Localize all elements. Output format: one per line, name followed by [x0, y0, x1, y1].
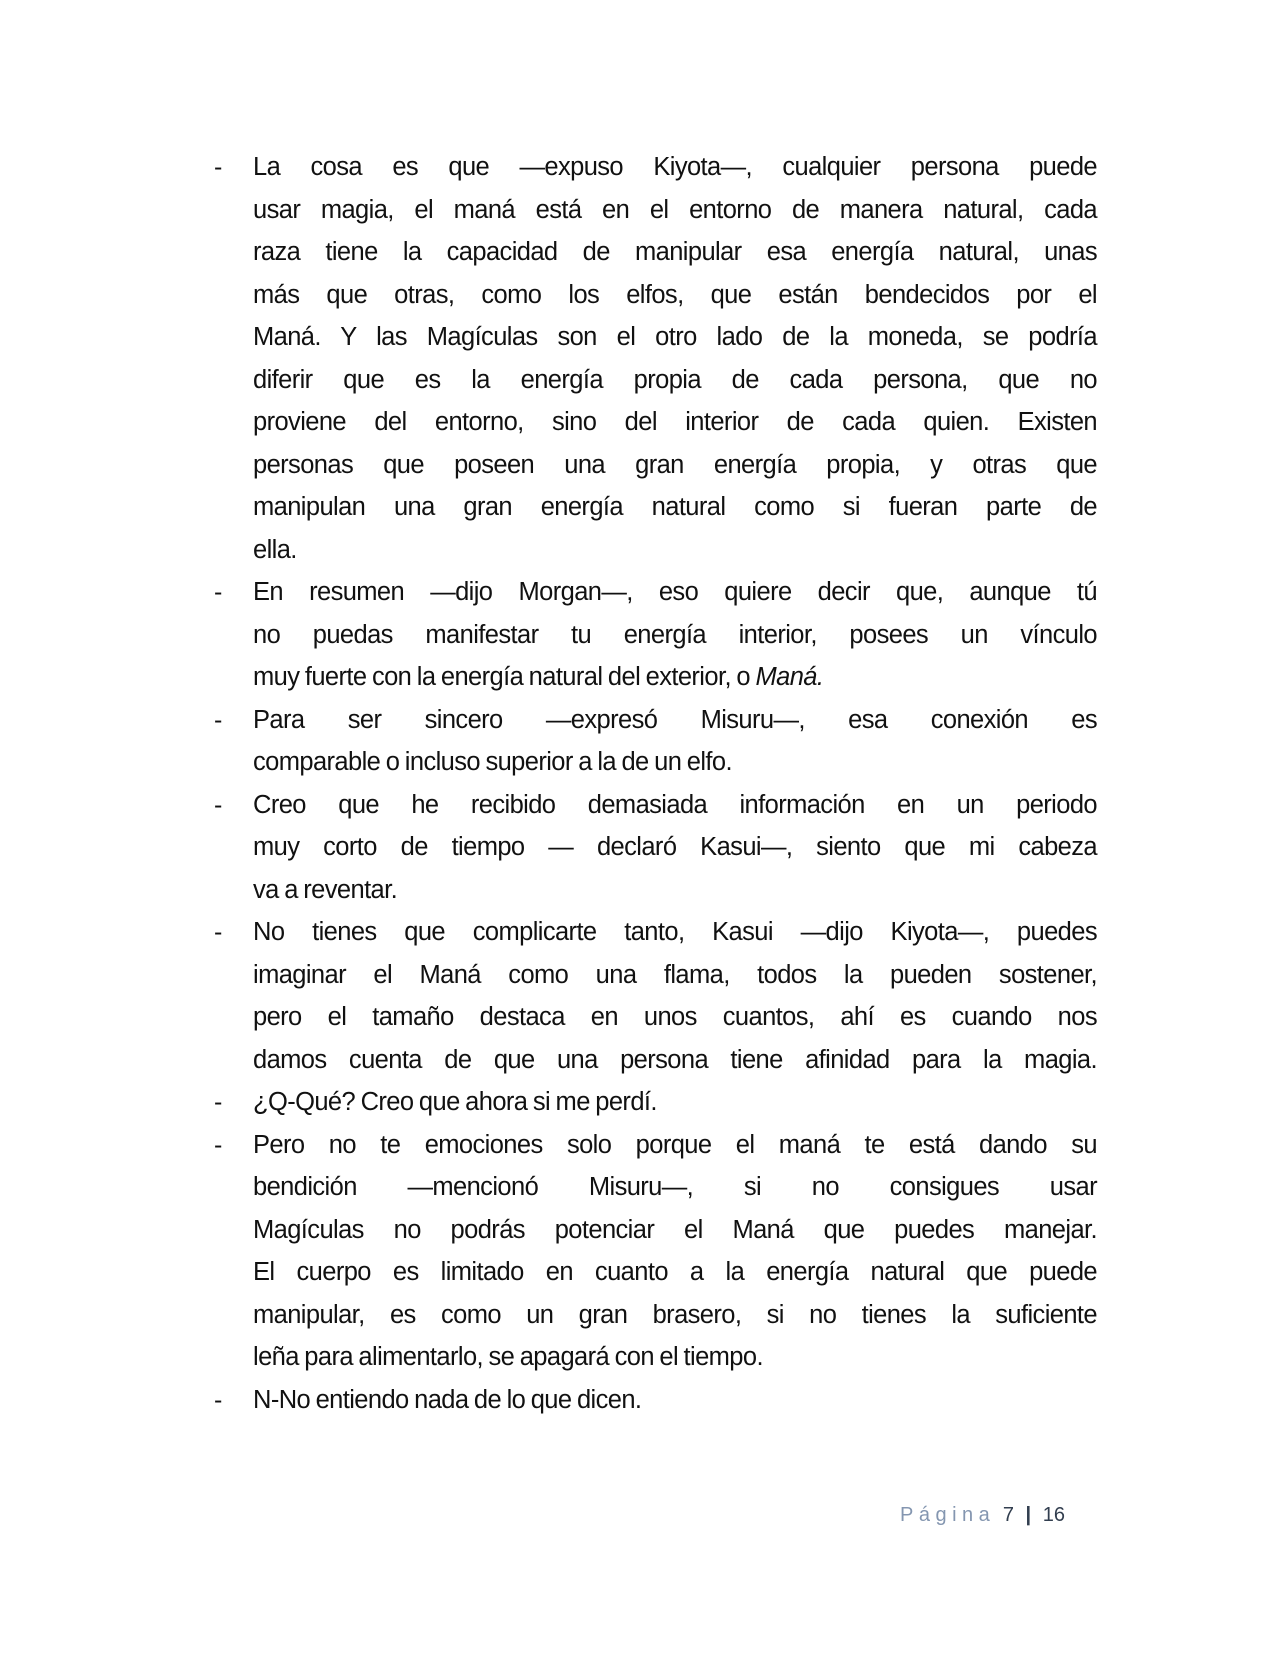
text-line: damos cuenta de que una persona tiene afinidad para la magia. — [253, 1045, 1097, 1074]
text-line: Pero no te emociones solo porque el maná te está dando su — [253, 1130, 1097, 1159]
page-number: 7 — [1002, 1504, 1014, 1526]
text-line: raza tiene la capacidad de manipular esa energía natural, unas — [253, 238, 1097, 266]
text-line — [253, 656, 1097, 699]
dialogue-dash: - — [214, 705, 223, 734]
text-line: N-No entiendo nada de lo que dicen. — [253, 1385, 642, 1414]
dialogue-entry — [0, 1124, 1280, 1379]
dialogue-body — [0, 146, 1280, 1421]
text-line: no puedas manifestar tu energía interior, posees un vínculo — [253, 620, 1097, 649]
dialogue-dash: - — [214, 790, 223, 819]
dialogue-dash: - — [214, 918, 223, 946]
page-separator: | — [1025, 1504, 1032, 1526]
page-label: Página — [900, 1504, 996, 1526]
text-line: usar magia, el maná está en el entorno de manera natural, cada — [253, 195, 1097, 224]
italic-term: Maná. — [755, 663, 824, 691]
text-line: ella. — [253, 535, 297, 564]
dialogue-entry — [0, 571, 1280, 699]
total-pages: 16 — [1042, 1504, 1065, 1526]
dialogue-dash: - — [214, 578, 223, 606]
dialogue-dash: - — [214, 1130, 223, 1159]
text-line: muy corto de tiempo — declaró Kasui—, siento que mi cabeza — [253, 833, 1097, 861]
text-line: leña para alimentarlo, se apagará con el tiempo. — [253, 1343, 763, 1371]
text-line: La cosa es que —expuso Kiyota—, cualquier persona puede — [253, 153, 1097, 181]
text-line: va a reventar. — [253, 875, 398, 904]
text-line: comparable o incluso superior a la de un elfo. — [253, 748, 732, 776]
dialogue-entry — [0, 1379, 1280, 1422]
dialogue-entry — [0, 699, 1280, 784]
text-line: diferir que es la energía propia de cada persona, que no — [253, 365, 1097, 394]
text-line: Maná. Y las Magículas son el otro lado de la moneda, se podría — [253, 323, 1097, 351]
text-line: manipular, es como un gran brasero, si no tienes la suficiente — [253, 1300, 1097, 1329]
text-run: muy fuerte con la energía natural del exterior, o — [253, 663, 756, 691]
dialogue-dash: - — [214, 1385, 223, 1414]
text-line: En resumen —dijo Morgan—, eso quiere decir que, aunque tú — [253, 578, 1097, 606]
text-line: pero el tamaño destaca en unos cuantos, ahí es cuando nos — [253, 1003, 1097, 1031]
dialogue-entry — [0, 1081, 1280, 1124]
text-line: El cuerpo es limitado en cuanto a la energía natural que puede — [253, 1258, 1097, 1286]
dialogue-entry — [0, 784, 1280, 912]
text-line: personas que poseen una gran energía propia, y otras que — [253, 450, 1097, 479]
text-line: más que otras, como los elfos, que están bendecidos por el — [253, 280, 1097, 309]
page-footer — [900, 1500, 1065, 1530]
text-line: Magículas no podrás potenciar el Maná que puedes manejar. — [253, 1215, 1097, 1244]
dialogue-dash: - — [214, 1088, 223, 1116]
text-line: bendición —mencionó Misuru—, si no consigues usar — [253, 1173, 1097, 1201]
text-line: Para ser sincero —expresó Misuru—, esa conexión es — [253, 705, 1097, 734]
text-line: proviene del entorno, sino del interior de cada quien. Existen — [253, 408, 1097, 436]
text-line: No tienes que complicarte tanto, Kasui —dijo Kiyota—, puedes — [253, 918, 1097, 946]
dialogue-entry — [0, 146, 1280, 571]
text-line: imaginar el Maná como una flama, todos la pueden sostener, — [253, 960, 1097, 989]
text-line: manipulan una gran energía natural como si fueran parte de — [253, 493, 1097, 521]
dialogue-entry — [0, 911, 1280, 1081]
text-line: Creo que he recibido demasiada información en un periodo — [253, 790, 1097, 819]
dialogue-dash: - — [214, 153, 223, 181]
text-line: ¿Q-Qué? Creo que ahora si me perdí. — [253, 1088, 657, 1116]
